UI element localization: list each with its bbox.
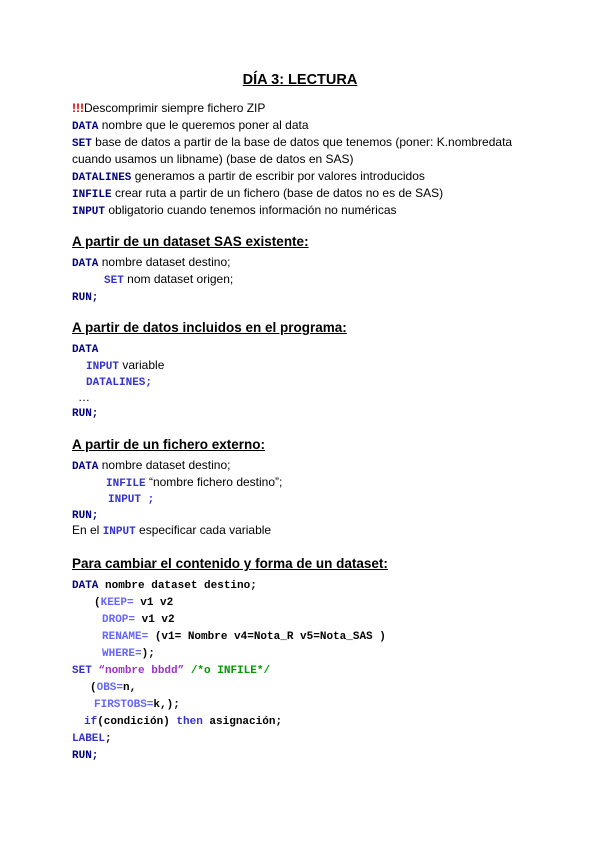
keyword: OBS=: [96, 682, 124, 694]
keyword: DATA: [72, 121, 99, 133]
code-line: [90, 678, 136, 696]
keyword: then: [176, 716, 203, 728]
code-line: [94, 593, 173, 611]
code-text: v1 v2: [135, 614, 175, 626]
code-line: [72, 288, 98, 306]
keyword: WHERE=: [102, 648, 142, 660]
code-text: nombre dataset destino;: [98, 255, 231, 269]
code-text: asignación;: [202, 716, 283, 728]
intro-item-input: [72, 202, 397, 220]
code-line: [84, 712, 282, 730]
keyword: INPUT: [102, 526, 136, 538]
description: obligatorio cuando tenemos información no numéricas: [105, 203, 397, 217]
keyword: INPUT ;: [108, 494, 155, 506]
code-line: [78, 389, 90, 405]
code-line: [72, 340, 98, 358]
keyword: RUN;: [72, 510, 99, 522]
code-text: nom dataset origen;: [123, 272, 234, 286]
keyword: DATALINES: [72, 172, 132, 184]
keyword: RENAME=: [102, 631, 149, 643]
code-comment: /*o INFILE*/: [184, 665, 271, 677]
keyword: SET: [72, 138, 92, 150]
code-line: [94, 695, 180, 713]
description: crear ruta a partir de un fichero (base de datos no es de SAS): [111, 186, 444, 200]
keyword: DATA: [72, 344, 99, 356]
code-line: [72, 661, 270, 679]
code-text: (: [94, 597, 101, 609]
description: nombre que le queremos poner al data: [98, 118, 309, 132]
code-line: [102, 610, 175, 628]
intro-item-infile: [72, 185, 443, 203]
keyword: SET: [72, 665, 92, 677]
code-line: [72, 729, 112, 747]
keyword: if: [84, 716, 98, 728]
note-text: En el: [72, 523, 103, 537]
code-line: [72, 254, 231, 272]
warning-text: Descomprimir siempre fichero ZIP: [84, 101, 266, 115]
section-heading-sas-existente: A partir de un dataset SAS existente:: [72, 234, 309, 249]
code-line: [104, 271, 233, 289]
code-line: [102, 644, 155, 662]
keyword: RUN;: [72, 750, 99, 762]
code-line: [108, 490, 154, 508]
code-text: ;: [105, 733, 112, 745]
keyword: INPUT: [72, 206, 106, 218]
note-line: [72, 522, 271, 540]
keyword: DATA: [72, 461, 99, 473]
keyword: FIRSTOBS=: [94, 699, 154, 711]
code-text: v1 v2: [133, 597, 174, 609]
page-title: DÍA 3: LECTURA: [242, 72, 358, 88]
intro-item-data: [72, 117, 309, 135]
keyword: RUN;: [72, 292, 99, 304]
keyword: INFILE: [106, 478, 146, 490]
keyword: DATALINES;: [86, 377, 153, 389]
code-text: nombre dataset destino;: [98, 458, 231, 472]
code-text: (v1= Nombre v4=Nota_R v5=Nota_SAS ): [148, 631, 386, 643]
code-text: (: [90, 682, 97, 694]
code-line: [86, 373, 152, 391]
section-heading-cambiar-dataset: Para cambiar el contenido y forma de un dataset:: [72, 556, 388, 571]
keyword: SET: [104, 275, 124, 287]
description: base de datos a partir de la base de datos que tenemos (poner: K.nombredata: [91, 135, 513, 149]
string-literal: “nombre bbdd”: [91, 665, 185, 677]
code-text: “nombre fichero destino”;: [145, 475, 283, 489]
code-line: [72, 576, 257, 594]
code-line: [102, 627, 386, 645]
code-line: [72, 404, 98, 422]
intro-item-set-cont: [72, 151, 354, 167]
description: generamos a partir de escribir por valores introducidos: [131, 169, 425, 183]
code-text: k,);: [153, 699, 180, 711]
code-text: );: [141, 648, 155, 660]
code-text: (condición): [97, 716, 177, 728]
code-text: …: [78, 390, 90, 404]
intro-item-set: [72, 134, 512, 152]
keyword: LABEL: [72, 733, 106, 745]
description: cuando usamos un libname) (base de datos en SAS): [72, 152, 354, 166]
intro-warning: [72, 100, 265, 116]
code-text: nombre dataset destino;: [98, 580, 257, 592]
note-text: especificar cada variable: [135, 523, 272, 537]
keyword: DATA: [72, 580, 99, 592]
code-line: [72, 746, 98, 764]
keyword: INPUT: [86, 361, 120, 373]
code-line: [72, 457, 231, 475]
keyword: INFILE: [72, 189, 112, 201]
keyword: DROP=: [102, 614, 136, 626]
keyword: DATA: [72, 258, 99, 270]
intro-item-datalines: [72, 168, 425, 186]
keyword: KEEP=: [100, 597, 134, 609]
section-heading-datos-programa: A partir de datos incluidos en el programa:: [72, 320, 347, 335]
warning-mark: !!!: [72, 101, 84, 115]
code-text: variable: [119, 358, 165, 372]
code-text: n,: [123, 682, 137, 694]
section-heading-fichero-externo: A partir de un fichero externo:: [72, 437, 266, 452]
keyword: RUN;: [72, 408, 99, 420]
